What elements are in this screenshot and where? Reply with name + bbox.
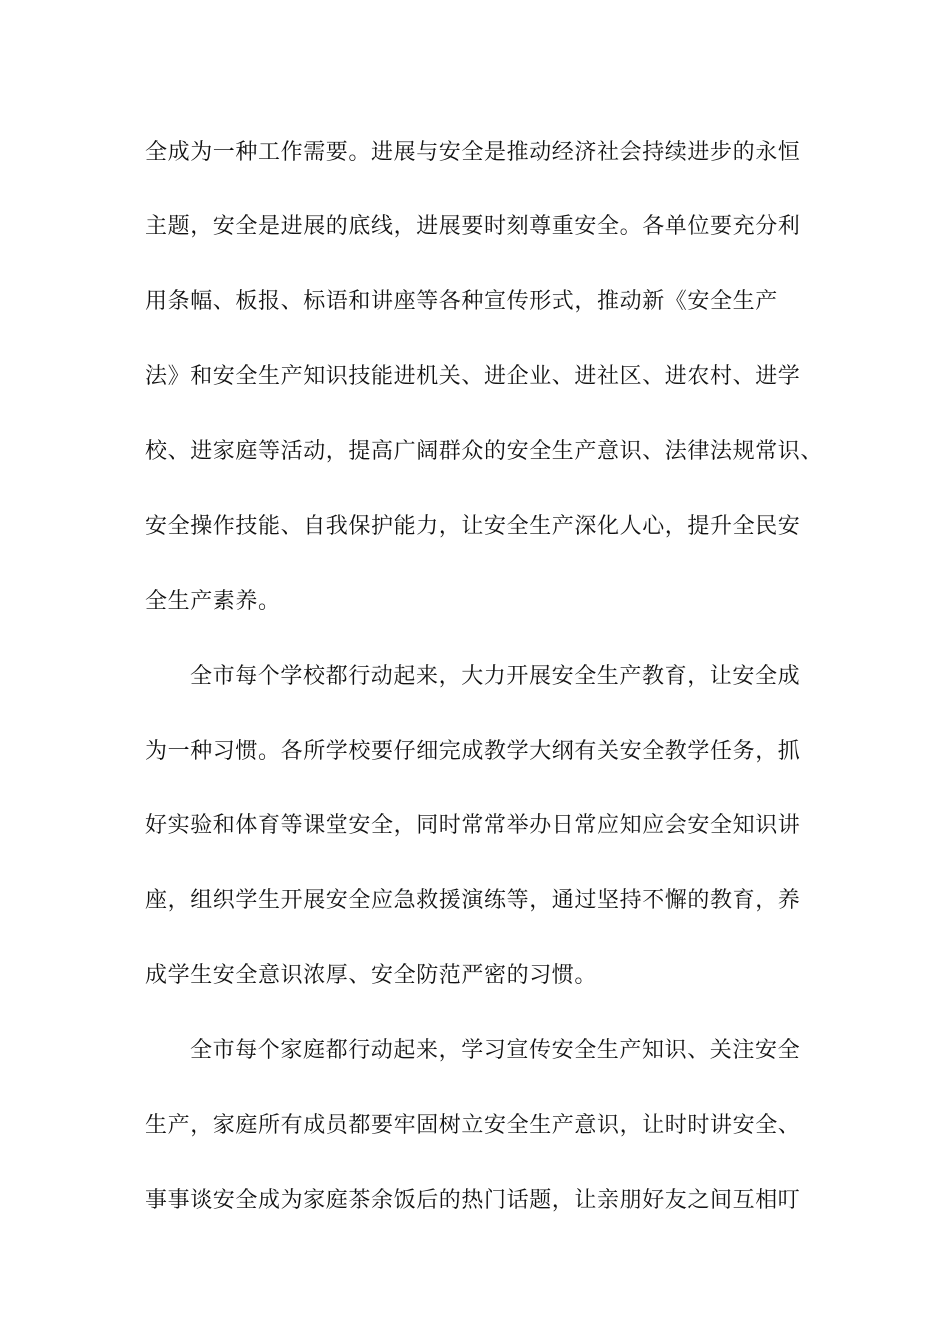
paragraph-first-line: 全市每个学校都行动起来，大力开展安全生产教育，让安全成 — [190, 664, 801, 689]
text-line: 成学生安全意识浓厚、安全防范严密的习惯。 — [145, 963, 598, 988]
text-line: 全生产素养。 — [145, 589, 281, 614]
text-line: 全成为一种工作需要。进展与安全是推动经济社会持续进步的永恒 — [145, 140, 801, 165]
text-line: 安全操作技能、自我保护能力，让安全生产深化人心，提升全民安 — [145, 514, 801, 539]
text-line: 法》和安全生产知识技能进机关、进企业、进社区、进农村、进学 — [145, 364, 801, 389]
text-line: 好实验和体育等课堂安全，同时常常举办日常应知应会安全知识讲 — [145, 813, 801, 838]
text-line: 用条幅、板报、标语和讲座等各种宣传形式，推动新《安全生产 — [145, 289, 778, 314]
paragraph-first-line: 全市每个家庭都行动起来，学习宣传安全生产知识、关注安全 — [190, 1038, 801, 1063]
text-line: 校、进家庭等活动，提高广阔群众的安全生产意识、法律法规常识、 — [145, 439, 824, 464]
text-line: 生产，家庭所有成员都要牢固树立安全生产意识，让时时讲安全、 — [145, 1113, 801, 1138]
text-line: 事事谈安全成为家庭茶余饭后的热门话题，让亲朋好友之间互相叮 — [145, 1188, 801, 1213]
text-line: 主题，安全是进展的底线，进展要时刻尊重安全。各单位要充分利 — [145, 214, 801, 239]
text-line: 为一种习惯。各所学校要仔细完成教学大纲有关安全教学任务，抓 — [145, 739, 801, 764]
text-line: 座，组织学生开展安全应急救援演练等，通过坚持不懈的教育，养 — [145, 888, 801, 913]
